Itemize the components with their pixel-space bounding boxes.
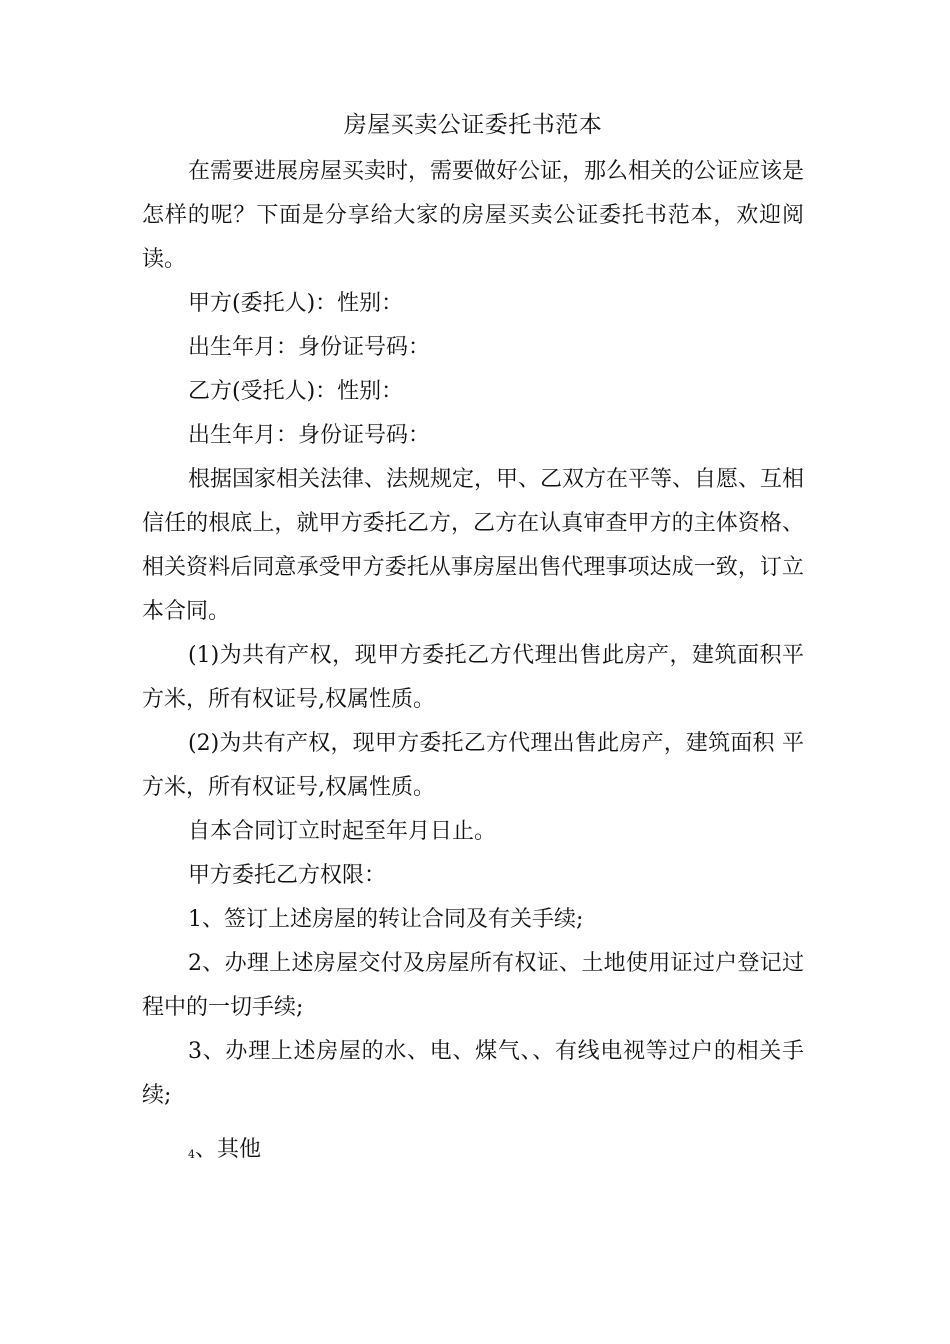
party-a-line: 甲方(委托人)：性别： (188, 291, 404, 316)
item-4-number: 4 (188, 1148, 195, 1161)
term-paragraph: 自本合同订立时起至年月日止。 (188, 819, 497, 844)
party-b-id-line: 出生年月：身份证号码： (188, 423, 431, 448)
party-b-line: 乙方(受托人)：性别： (188, 379, 404, 404)
authority-item-3: 3、办理上述房屋的水、电、煤气、、有线电视等过户的相关手续; (142, 1039, 804, 1108)
document-page (142, 100, 804, 1177)
authority-item-4 (142, 1128, 804, 1177)
clause-2-paragraph: (2)为共有产权，现甲方委托乙方代理出售此房产，建筑面积 平方米，所有权证号,权属性质。 (142, 731, 804, 800)
legal-basis-paragraph: 根据国家相关法律、法规规定，甲、乙双方在平等、自愿、互相信任的根底上，就甲方委托乙方，乙方在认真审查甲方的主体资格、相关资料后同意承受甲方委托从事房屋出售代理事项达成一致，订立本合同。 (142, 467, 805, 624)
authority-heading: 甲方委托乙方权限： (188, 863, 387, 888)
intro-paragraph: 在需要进展房屋买卖时，需要做好公证，那么相关的公证应该是怎样的呢？下面是分享给大家的房屋买卖公证委托书范本，欢迎阅读。 (142, 159, 805, 272)
clause-1-paragraph: (1)为共有产权，现甲方委托乙方代理出售此房产，建筑面积平方米，所有权证号,权属性质。 (142, 643, 804, 712)
item-4-text: 、其他 (195, 1137, 262, 1162)
party-a-id-line: 出生年月：身份证号码： (188, 335, 431, 360)
authority-item-2: 2、办理上述房屋交付及房屋所有权证、土地使用证过户登记过程中的一切手续; (142, 951, 804, 1020)
authority-item-1: 1、签订上述房屋的转让合同及有关手续; (188, 907, 584, 932)
spacer (142, 1118, 804, 1128)
document-title: 房屋买卖公证委托书范本 (343, 112, 603, 138)
